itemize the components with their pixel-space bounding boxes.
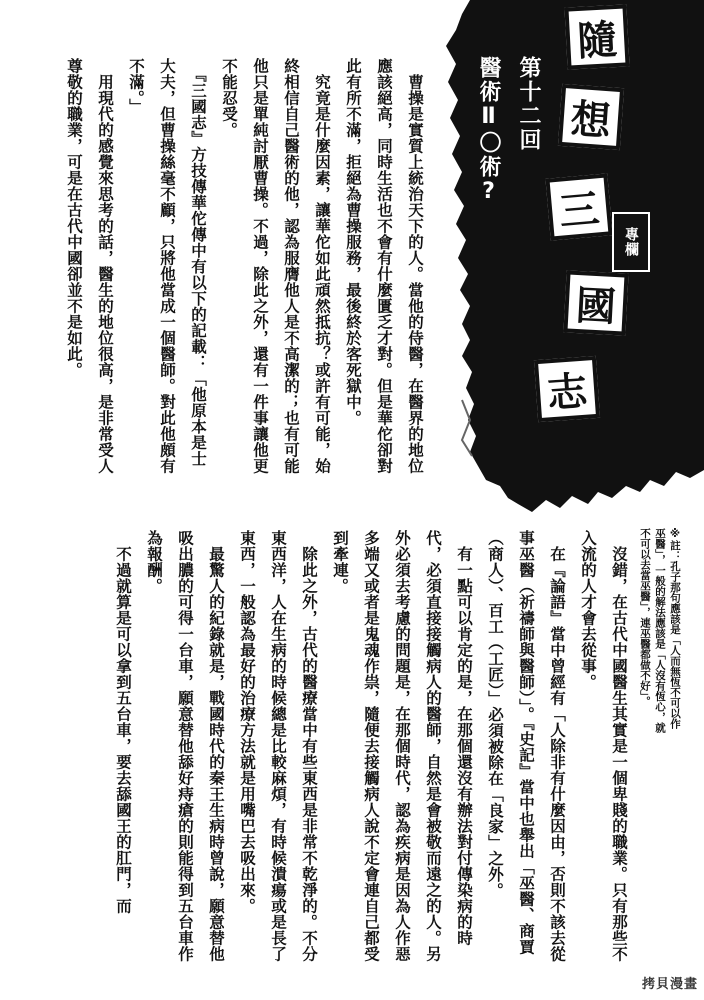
logo-char-sui: 隨 [564, 4, 629, 69]
logo-char-guo: 國 [563, 270, 628, 335]
paragraph: 在『論語』當中曾經有「人除非有什麼因由，否則不該去從事巫醫（祈禱師與醫師）」。『史記』當中也舉出「巫醫、商賈（商人）、百工（工匠）」必須被除在「良家」之外。 [486, 530, 566, 962]
logo-char-xiang: 想 [558, 84, 624, 150]
article-bottom-block [94, 530, 634, 970]
paragraph: 除此之外，古代的醫療當中有些東西是非常不乾淨的。不分東西洋，人在生病的時候總是比較麻煩，有時候潰瘍或是長了東西，一般認為最好的治療方法就是用嘴巴去吸出來。 [238, 530, 318, 962]
chapter-title: 醫術Ⅱ〇術? [476, 56, 501, 206]
paragraph: 用現代的感覺來思考的話，醫生的地位很高，是非常受人尊敬的職業，可是在古代中國卻並不是如此。 [65, 58, 114, 474]
paragraph: 『三國志』方技傳華佗傳中有以下的記載：「他原本是士大夫，但曹操絲毫不顧，只將他當成一個醫師。對此他頗有不滿。」 [127, 58, 207, 474]
paragraph: 最驚人的紀錄就是，戰國時代的秦王生病時曾說，願意替他吸出膿的可得一台車，願意替他舔好痔瘡的則能得到五台車作為報酬。 [145, 530, 225, 962]
chapter-heading [468, 56, 548, 356]
logo-char-zhi: 志 [534, 356, 600, 422]
footnote: ※註：孔子那句應該是「人而無恆不可以作巫醫」，一般的解法應該是「人沒有恆心，就不可以去當巫醫」，連巫醫都做不好」。 [639, 528, 681, 733]
paragraph: 有一點可以肯定的是，在那個還沒有辦法對付傳染病的時代，必須直接接觸病人的醫師，自然是會被敬而遠之的人。另外必須去考慮的問題是，在那個時代，認為疾病是因為人作惡多端又或者是鬼魂作祟，隨便去接觸病人說不定會連自己都受到牽連。 [331, 530, 473, 962]
column-tag: 專欄 [612, 212, 650, 272]
chapter-number: 第十二回 [516, 56, 541, 152]
logo-char-san: 三 [545, 173, 612, 240]
article-top-block [50, 58, 430, 478]
paragraph: 曹操是實質上統治天下的人。當他的侍醫，在醫界的地位應該絕高，同時生活也不會有什麼匱乏才對。但是華佗卻對此有所不滿，拒絕為曹操服務，最後終於客死獄中。 [344, 58, 424, 474]
paragraph: 不過就算是可以拿到五台車，要去舔國王的肛門，而 [114, 530, 132, 914]
paragraph: 沒錯，在古代中國醫生其實是一個卑賤的職業。只有那些不入流的人才會去從事。 [579, 530, 628, 962]
paragraph: 究竟是什麼因素，讓華佗如此頑然抵抗？或許有可能，始終相信自己醫術的他，認為服膺他人是不高潔的；也有可能他只是單純討厭曹操。不過，除此之外，還有一件事讓他更不能忍受。 [220, 58, 331, 474]
watermark-text: 拷貝漫畫 [641, 977, 698, 992]
